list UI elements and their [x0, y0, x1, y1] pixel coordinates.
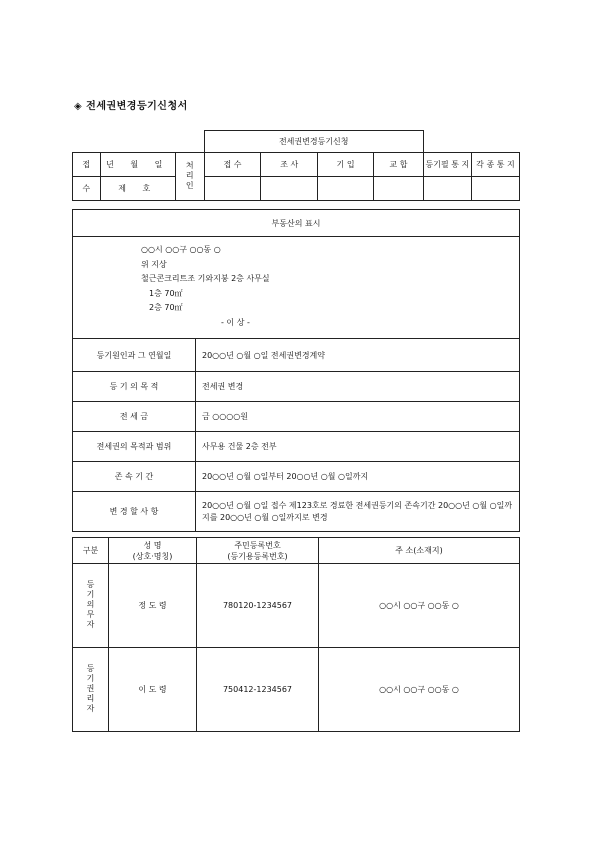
property-line: ○○시 ○○구 ○○동 ○ [141, 245, 221, 254]
property-line: - 이 상 - [221, 317, 250, 327]
party-name[interactable]: 정 도 령 [109, 564, 197, 648]
party-name[interactable]: 이 도 령 [109, 648, 197, 732]
verify-step-label: 교 합 [373, 153, 423, 177]
party-id[interactable]: 750412-1234567 [197, 648, 319, 732]
completion-notice-cell[interactable] [423, 177, 471, 201]
field-label: 존 속 기 간 [73, 462, 196, 492]
field-value[interactable]: 사무용 건물 2층 전부 [196, 432, 520, 462]
field-value[interactable]: 금 ○○○○원 [196, 402, 520, 432]
field-label: 전 세 금 [73, 402, 196, 432]
receipt-table [72, 130, 520, 201]
receipt-step-label: 접 수 [204, 153, 261, 177]
page-title: ◈ 전세권변경등기신청서 [74, 101, 188, 112]
property-line: 2층 70㎡ [149, 303, 183, 312]
property-line: 1층 70㎡ [149, 288, 183, 298]
field-label: 전세권의 목적과 범위 [73, 432, 196, 462]
other-notice-cell[interactable] [471, 177, 519, 201]
application-table [72, 209, 520, 532]
application-type-label: 전세권변경등기신청 [204, 131, 423, 153]
field-value[interactable]: 20○○년 ○월 ○일 접수 제123호로 경료한 전세권등기의 존속기간 20○○년 ○월 ○일까지를 20○○년 ○월 ○일까지로 변경 [196, 492, 520, 532]
col-id: 주민등록번호 (등기용등록번호) [197, 538, 319, 564]
col-name: 성 명 (상호·명칭) [109, 538, 197, 564]
verify-step-cell[interactable] [373, 177, 423, 201]
parties-table [72, 537, 520, 732]
entry-step-label: 기 입 [318, 153, 374, 177]
field-label: 등기원인과 그 연월일 [73, 339, 196, 372]
field-value[interactable]: 20○○년 ○월 ○일 전세권변경계약 [196, 339, 520, 372]
party-role: 등기의무자 [73, 564, 109, 648]
party-address[interactable]: ○○시 ○○구 ○○동 ○ [319, 648, 520, 732]
col-gubun: 구분 [73, 538, 109, 564]
receipt-step-cell[interactable] [204, 177, 261, 201]
review-step-label: 조 사 [261, 153, 318, 177]
property-line: 위 지상 [141, 259, 167, 269]
completion-notice-label: 등기필 통 지 [423, 153, 471, 177]
party-role: 등기권리자 [73, 648, 109, 732]
property-line: 철근콘크리트조 기와지붕 2층 사무실 [141, 274, 270, 283]
field-label: 변 경 할 사 항 [73, 492, 196, 532]
jeop-label: 접 [73, 153, 101, 177]
party-address[interactable]: ○○시 ○○구 ○○동 ○ [319, 564, 520, 648]
property-description [73, 237, 520, 339]
date-label: 년 월 일 [100, 153, 175, 177]
field-label: 등 기 의 목 적 [73, 372, 196, 402]
handler-label: 처리인 [176, 153, 205, 201]
party-id[interactable]: 780120-1234567 [197, 564, 319, 648]
entry-step-cell[interactable] [318, 177, 374, 201]
field-value[interactable]: 전세권 변경 [196, 372, 520, 402]
number-label: 제 호 [100, 177, 175, 201]
property-header: 부동산의 표시 [73, 210, 520, 237]
col-address: 주 소(소재지) [319, 538, 520, 564]
other-notice-label: 각 종 통 지 [471, 153, 519, 177]
field-value[interactable]: 20○○년 ○월 ○일부터 20○○년 ○월 ○일까지 [196, 462, 520, 492]
su-label: 수 [73, 177, 101, 201]
review-step-cell[interactable] [261, 177, 318, 201]
